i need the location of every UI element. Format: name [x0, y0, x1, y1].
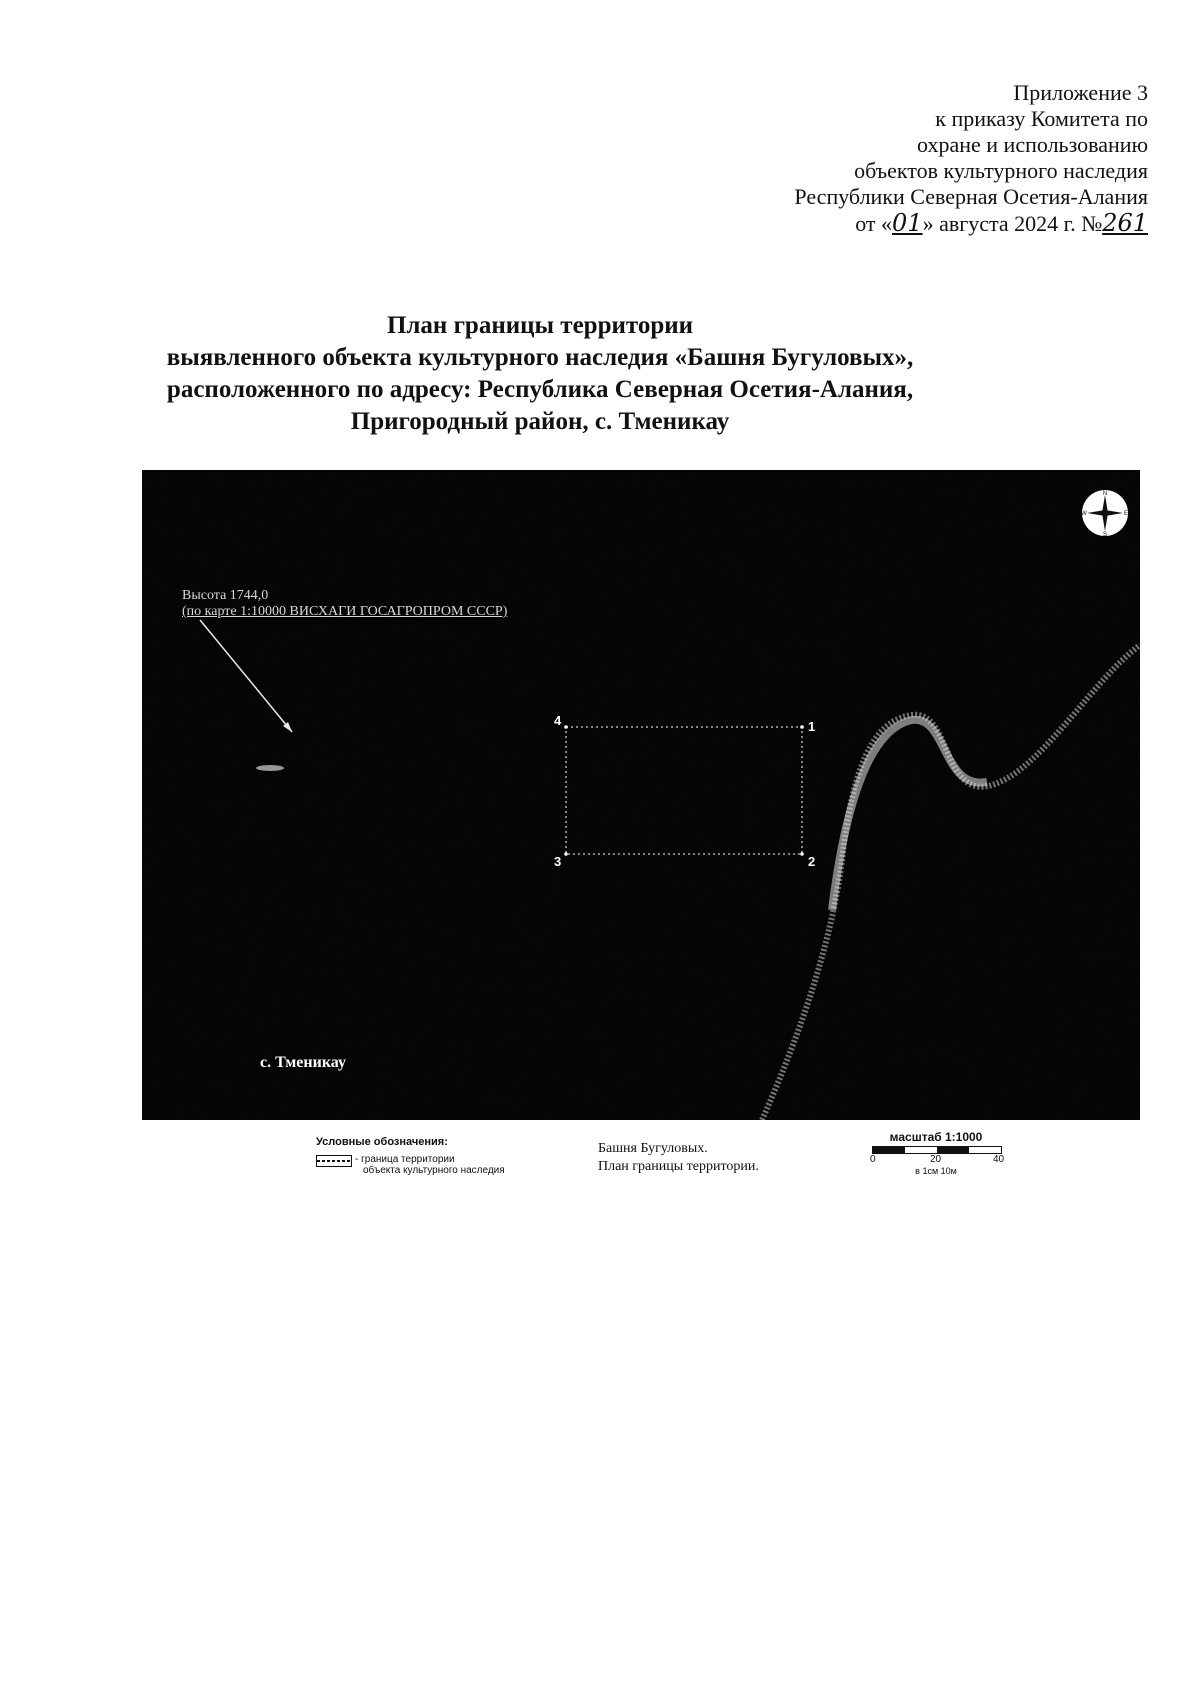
scale-ticks — [866, 1154, 1006, 1166]
vertex-label-2: 2 — [808, 854, 816, 869]
vertex-label-4: 4 — [554, 713, 562, 728]
scale-title: масштаб 1:1000 — [889, 1130, 983, 1144]
title-line: расположенного по адресу: Республика Северная Осетия-Алания, — [166, 376, 914, 403]
compass-rose-icon — [1080, 488, 1130, 538]
caption-line2: План границы территории. — [598, 1159, 759, 1174]
scale-bar-graphic — [872, 1146, 1002, 1154]
boundary-line-swatch — [316, 1155, 352, 1167]
annex-line: к приказу Комитета по — [935, 106, 1148, 131]
boundary-point-2 — [800, 852, 804, 856]
annex-date-line — [628, 210, 1148, 237]
legend-item-line2: объекта культурного наследия — [363, 1165, 505, 1176]
legend-item — [316, 1154, 505, 1176]
map-texture — [142, 470, 1140, 1120]
scale-tick: 40 — [993, 1154, 1005, 1165]
scale-tick: 0 — [870, 1154, 876, 1165]
title-line: Пригородный район, с. Тменикау — [350, 408, 730, 435]
map-caption — [598, 1140, 759, 1176]
elevation-source-label: (по карте 1:10000 ВИСХАГИ ГОСАГРОПРОМ СССР) — [182, 604, 508, 619]
legend-item-line1: - граница территории — [355, 1154, 455, 1165]
elevation-point — [256, 765, 284, 771]
boundary-point-1 — [800, 725, 804, 729]
document-title — [140, 310, 940, 438]
annex-block — [628, 80, 1148, 237]
map-legend — [316, 1136, 505, 1176]
village-label: с. Тменикау — [260, 1054, 346, 1071]
boundary-point-4 — [564, 725, 568, 729]
caption-line1: Башня Бугуловых. — [598, 1141, 708, 1156]
scale-tick: 20 — [930, 1154, 942, 1165]
satellite-map — [142, 470, 1140, 1120]
elevation-label: Высота 1744,0 — [182, 588, 269, 603]
compass-e: E — [1123, 511, 1129, 517]
annex-line: объектов культурного наследия — [854, 158, 1148, 183]
scale-bar — [866, 1130, 1006, 1176]
title-line: выявленного объекта культурного наследия «Башня Бугуловых», — [166, 344, 914, 371]
scale-subtitle: в 1см 10м — [915, 1166, 957, 1176]
boundary-point-3 — [564, 852, 568, 856]
compass-w: W — [1081, 511, 1087, 517]
title-line: План границы территории — [386, 312, 694, 339]
map-graphics — [142, 470, 1140, 1120]
legend-item-text — [355, 1154, 505, 1176]
annex-line: охране и использованию — [917, 132, 1148, 157]
handwritten-order-number: 261 — [1102, 209, 1148, 237]
handwritten-day: 01 — [892, 209, 923, 237]
legend-title: Условные обозначения: — [316, 1136, 448, 1148]
vertex-label-3: 3 — [554, 854, 562, 869]
annex-line: Республики Северная Осетия-Алания — [794, 184, 1148, 209]
date-middle: » августа 2024 г. № — [922, 211, 1103, 236]
date-prefix: от « — [855, 211, 893, 236]
compass-n: N — [1102, 491, 1108, 497]
annex-line: Приложение 3 — [1013, 80, 1148, 105]
compass-s: S — [1102, 532, 1108, 538]
vertex-label-1: 1 — [808, 719, 816, 734]
